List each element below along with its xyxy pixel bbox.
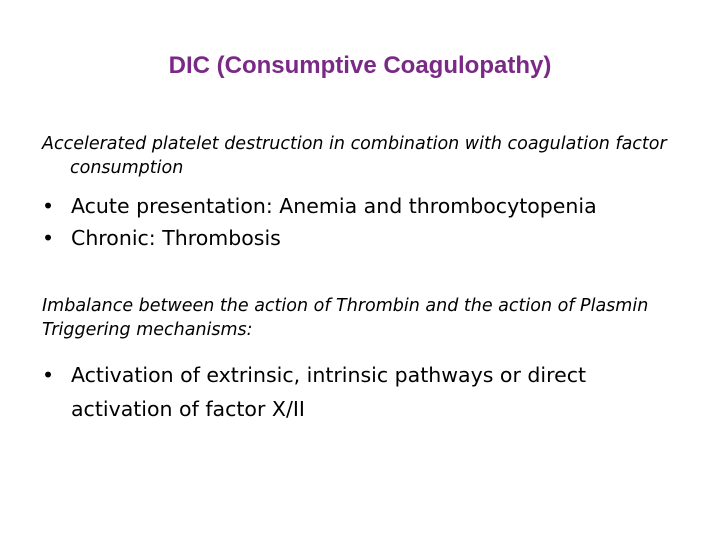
spacer xyxy=(42,254,682,294)
list-item-text: Activation of extrinsic, intrinsic pathways or direct activation of factor X/II xyxy=(71,363,587,421)
list-item-text: Chronic: Thrombosis xyxy=(71,226,281,250)
bullet-list-1 xyxy=(42,190,682,254)
list-item xyxy=(42,358,682,426)
bullet-icon: • xyxy=(42,194,55,218)
list-item xyxy=(42,222,682,254)
bullet-icon: • xyxy=(42,363,55,387)
list-item xyxy=(42,190,682,222)
intro-text-2: Imbalance between the action of Thrombin and the action of Plasmin xyxy=(42,296,649,316)
intro-text-1: Accelerated platelet destruction in combination with coagulation factor consumption xyxy=(42,134,667,178)
subheading: Triggering mechanisms: xyxy=(42,320,253,340)
list-item-text: Acute presentation: Anemia and thrombocytopenia xyxy=(71,194,597,218)
bullet-icon: • xyxy=(42,226,55,250)
slide-title: DIC (Consumptive Coagulopathy) xyxy=(168,52,552,79)
slide-content xyxy=(42,132,682,426)
bullet-list-2 xyxy=(42,358,682,426)
